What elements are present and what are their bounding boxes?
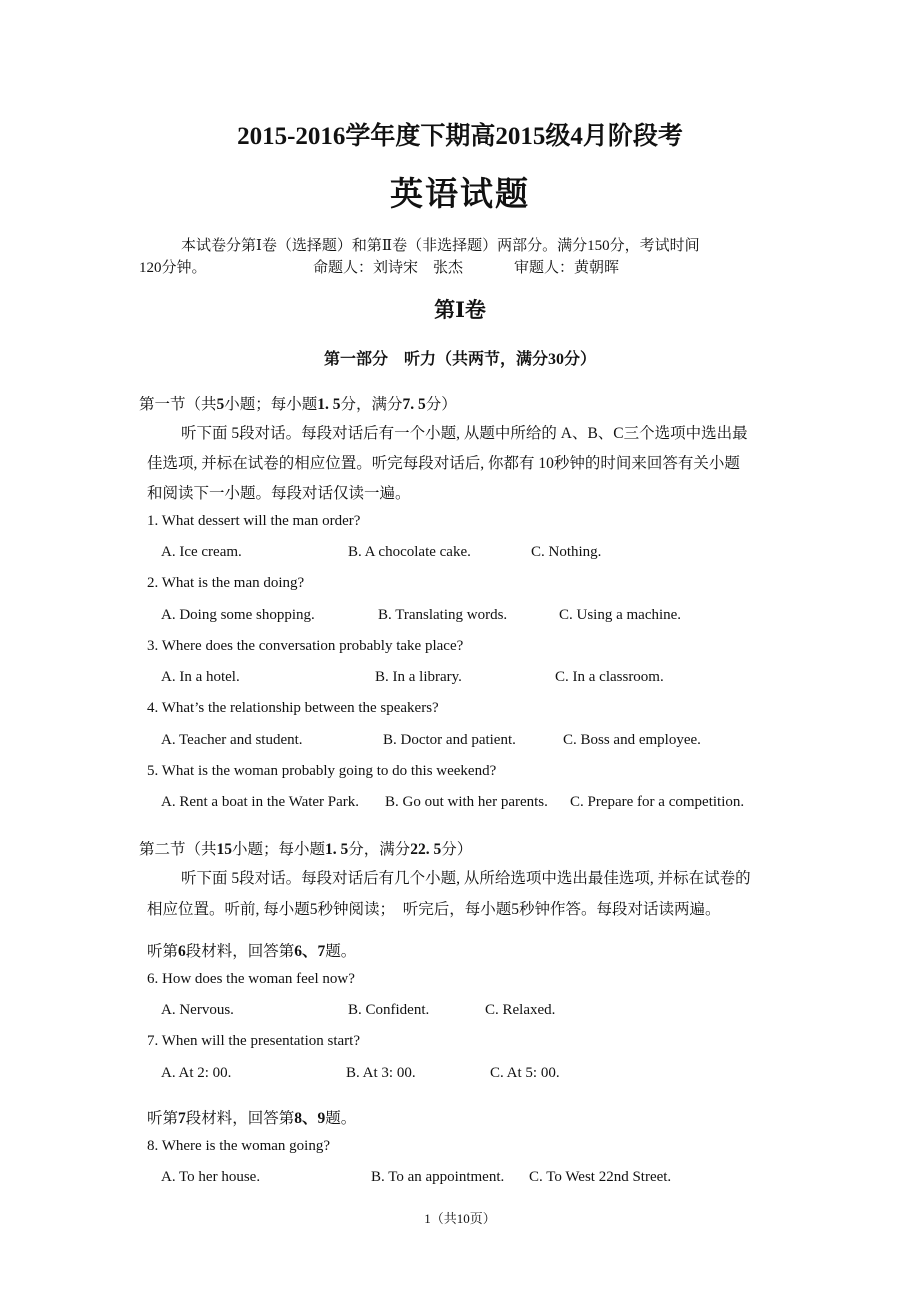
question-7: 7. When will the presentation start? xyxy=(147,1033,360,1049)
intro-time: 120分钟。 xyxy=(139,260,207,276)
question-5-option-a: A. Rent a boat in the Water Park. xyxy=(161,794,360,810)
question-1-option-b: B. A chocolate cake. xyxy=(348,544,471,560)
question-7-option-b: B. At 3: 00. xyxy=(346,1065,416,1081)
section-2-instruction-1: 听下面 5段对话。每段对话后有几个小题, 从所给选项中选出最佳选项, 并标在试卷的 xyxy=(181,870,751,887)
question-2: 2. What is the man doing? xyxy=(147,575,305,591)
page-number: 1（共10页） xyxy=(424,1211,496,1226)
section-1-instruction-2: 佳选项, 并标在试卷的相应位置。听完每段对话后, 你都有 10秒钟的时间来回答有关小题 xyxy=(147,455,740,472)
question-2-option-a: A. Doing some shopping. xyxy=(161,607,315,623)
question-3: 3. Where does the conversation probably take place? xyxy=(147,638,464,654)
question-6-option-c: C. Relaxed. xyxy=(485,1002,556,1018)
exam-title: 2015-2016学年度下期高2015级4月阶段考 xyxy=(237,123,683,150)
question-8-option-b: B. To an appointment. xyxy=(371,1169,505,1185)
question-4-option-a: A. Teacher and student. xyxy=(161,732,303,748)
question-4-option-c: C. Boss and employee. xyxy=(563,732,701,748)
question-7-option-a: A. At 2: 00. xyxy=(161,1065,232,1081)
section-2-instruction-2: 相应位置。听前, 每小题5秒钟阅读； 听完后，每小题5秒钟作答。每段对话读两遍。 xyxy=(147,901,721,918)
material-6-heading: 听第6段材料，回答第6、7题。 xyxy=(147,943,357,960)
subject-title: 英语试题 xyxy=(390,177,530,213)
question-8-option-a: A. To her house. xyxy=(161,1169,261,1185)
material-7-heading: 听第7段材料，回答第8、9题。 xyxy=(147,1110,357,1127)
question-6-option-a: A. Nervous. xyxy=(161,1002,234,1018)
section-1-instruction-3: 和阅读下一小题。每段对话仅读一遍。 xyxy=(147,485,411,502)
question-8-option-c: C. To West 22nd Street. xyxy=(529,1169,672,1185)
question-8: 8. Where is the woman going? xyxy=(147,1138,331,1154)
question-6: 6. How does the woman feel now? xyxy=(147,971,355,987)
question-4: 4. What’s the relationship between the speakers? xyxy=(147,700,439,716)
setter-info: 命题人：刘诗宋 张杰 xyxy=(313,260,464,276)
question-7-option-c: C. At 5: 00. xyxy=(490,1065,560,1081)
question-5: 5. What is the woman probably going to do this weekend? xyxy=(147,763,497,779)
intro-line-1: 本试卷分第Ⅰ卷（选择题）和第Ⅱ卷（非选择题）两部分。满分150分，考试时间 xyxy=(181,238,700,254)
section-1-heading: 第一节（共5小题；每小题1. 5分，满分7. 5分） xyxy=(139,396,457,413)
question-4-option-b: B. Doctor and patient. xyxy=(383,732,516,748)
question-5-option-c: C. Prepare for a competition. xyxy=(570,794,745,810)
question-6-option-b: B. Confident. xyxy=(348,1002,430,1018)
part-one-title: 第一部分 听力（共两节，满分30分） xyxy=(323,351,596,368)
reviewer-info: 审题人：黄朝晖 xyxy=(514,260,620,276)
question-3-option-c: C. In a classroom. xyxy=(555,669,664,685)
volume-title: 第Ⅰ卷 xyxy=(434,298,486,322)
question-1: 1. What dessert will the man order? xyxy=(147,513,361,529)
section-1-instruction-1: 听下面 5段对话。每段对话后有一个小题, 从题中所给的 A、B、C三个选项中选出最 xyxy=(181,425,748,442)
question-2-option-b: B. Translating words. xyxy=(378,607,508,623)
question-2-option-c: C. Using a machine. xyxy=(559,607,682,623)
section-2-heading: 第二节（共15小题；每小题1. 5分，满分22. 5分） xyxy=(139,841,473,858)
question-3-option-b: B. In a library. xyxy=(375,669,462,685)
question-1-option-c: C. Nothing. xyxy=(531,544,602,560)
question-3-option-a: A. In a hotel. xyxy=(161,669,240,685)
question-5-option-b: B. Go out with her parents. xyxy=(385,794,548,810)
question-1-option-a: A. Ice cream. xyxy=(161,544,242,560)
